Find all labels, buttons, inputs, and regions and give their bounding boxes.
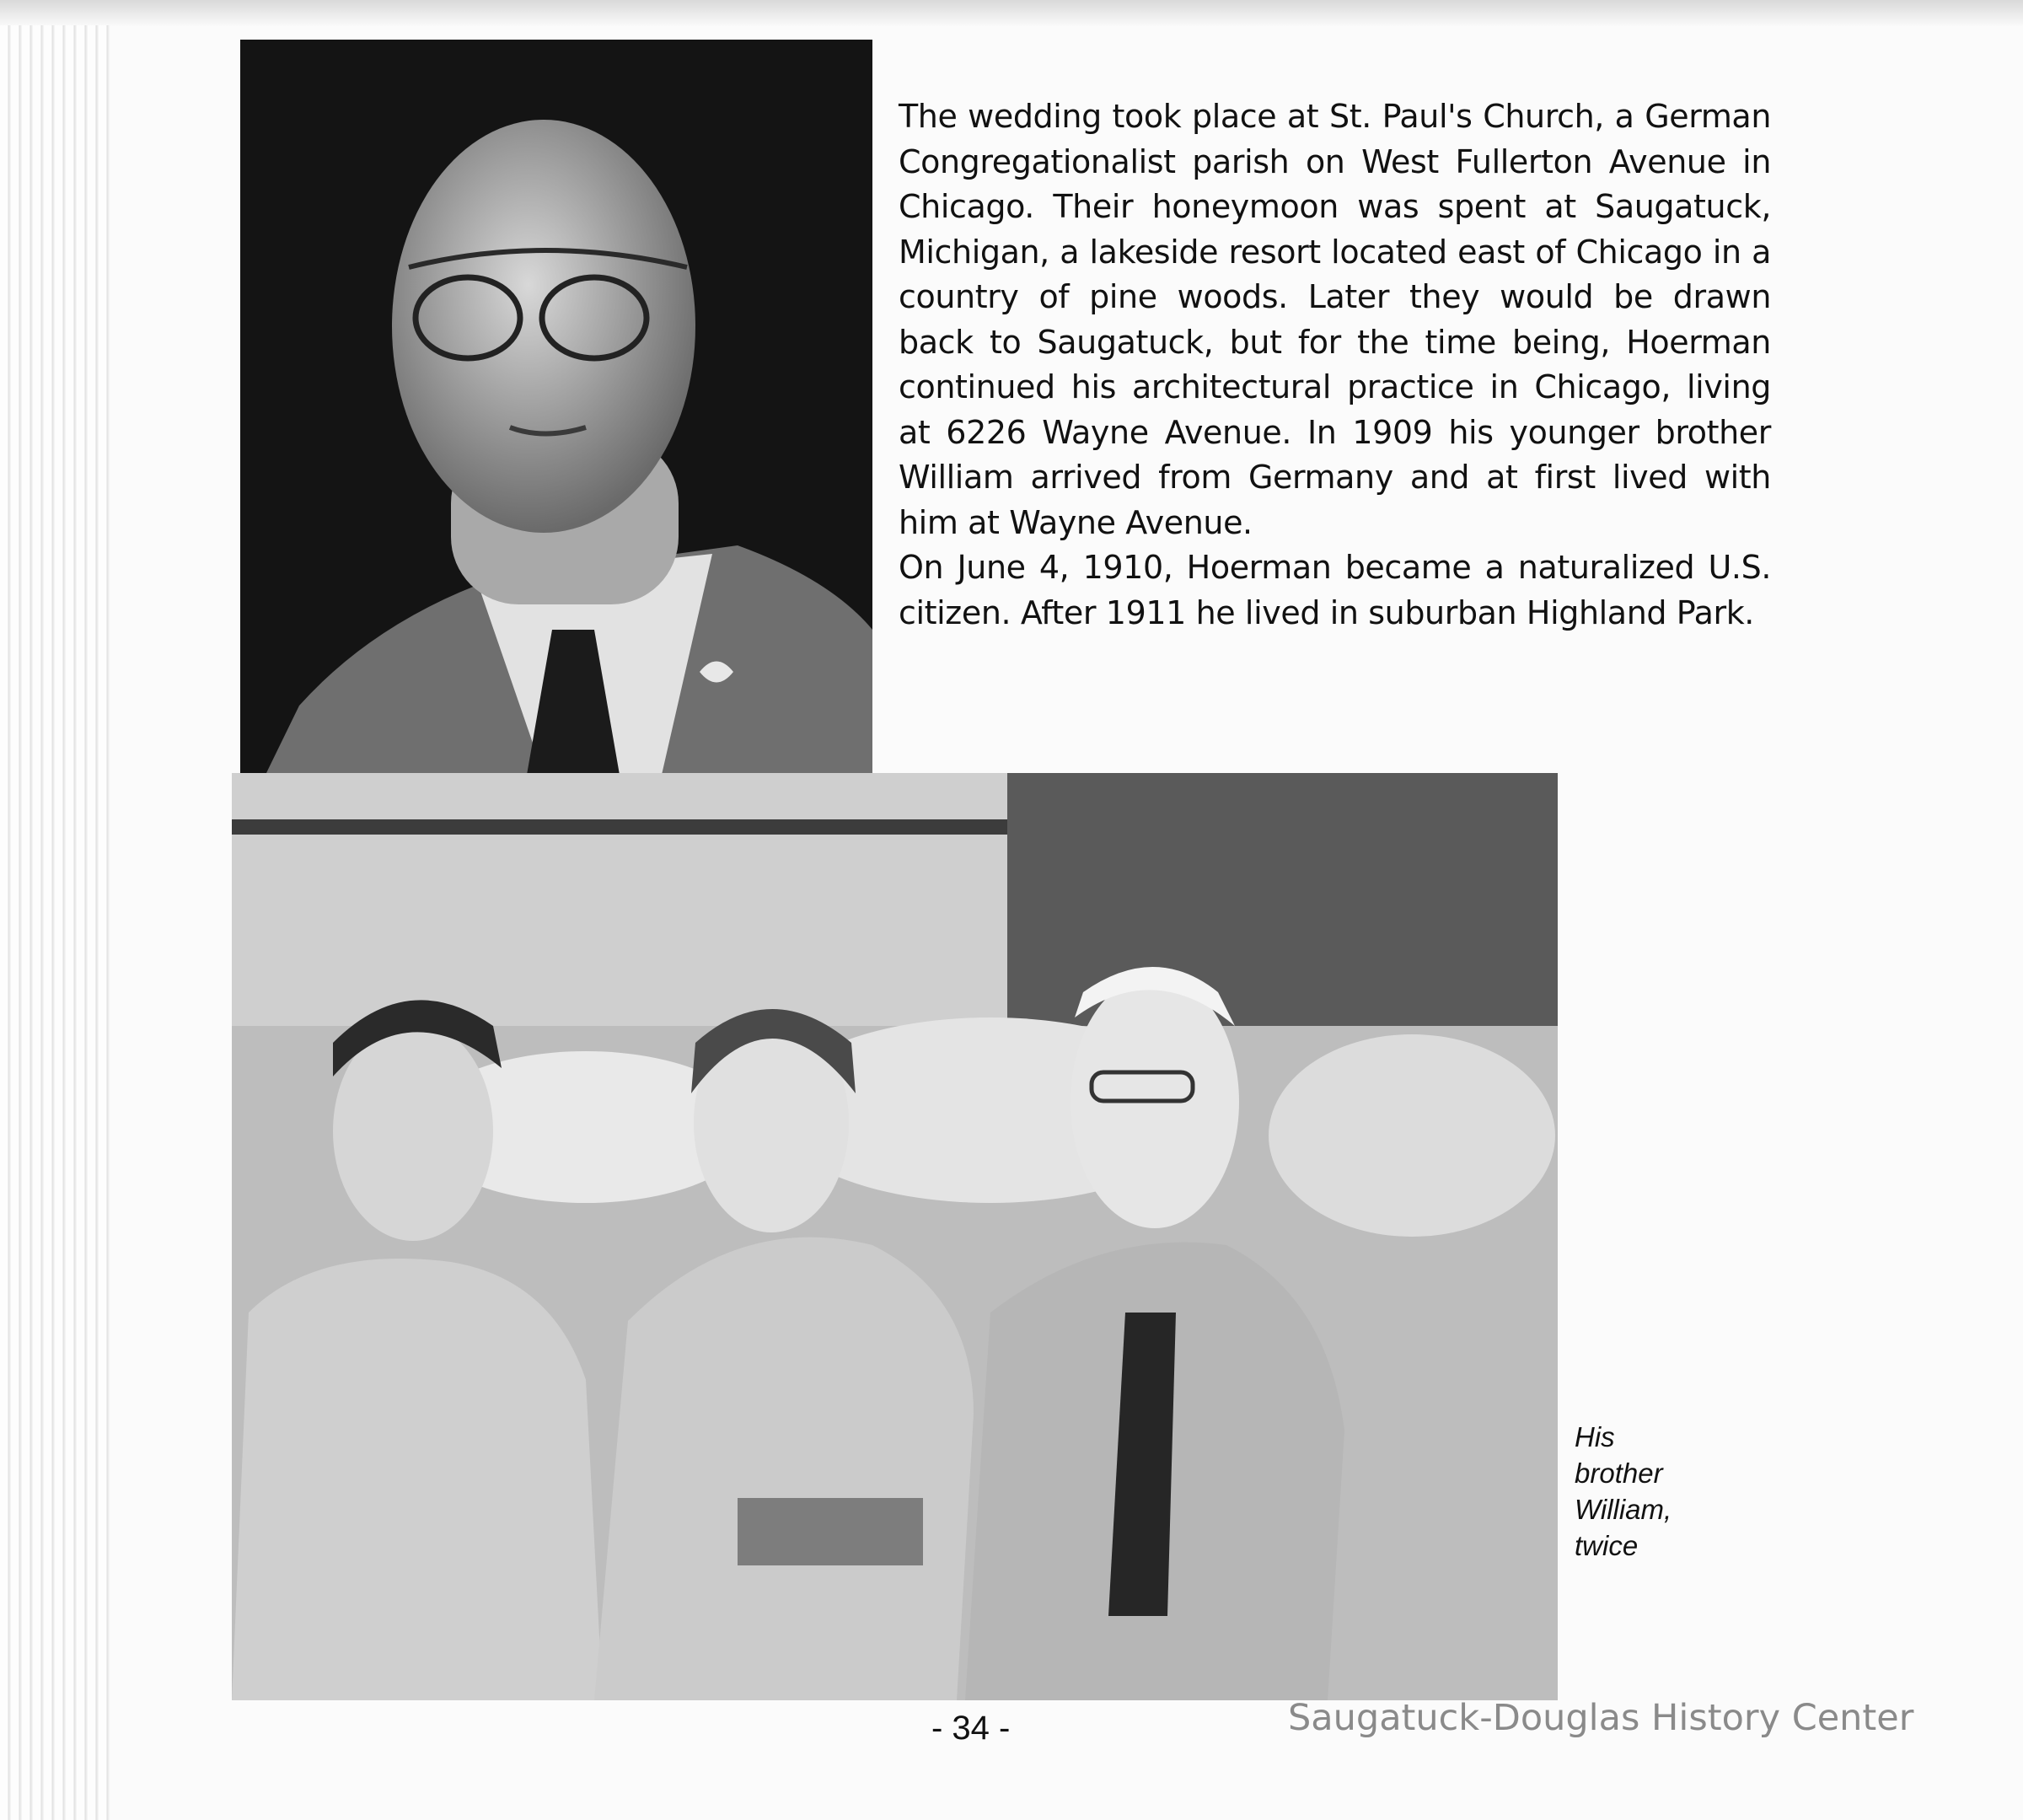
- article-body-text: [899, 94, 1771, 636]
- article-paragraph: On June 4, 1910, Hoerman became a naturalized U.S. citizen. After 1911 he lived in suburban Highland Park.: [899, 549, 1771, 631]
- book-page-edges: [0, 25, 110, 1820]
- page-number: - 34 -: [931, 1710, 1011, 1747]
- page-top-shadow: [0, 0, 2023, 27]
- portrait-photo-william: [240, 40, 872, 775]
- caption-line: brother: [1575, 1458, 1663, 1489]
- group-photo-william-family: [232, 773, 1558, 1700]
- article-paragraph: The wedding took place at St. Paul's Church, a German Congregationalist parish on West Fullerton Avenue in Chicago. Their honeymoon was spent at Saugatuck, Michigan, a lakeside resort located east of Chicago in a country of pine woods. Later they would be drawn back to Saugatuck, but for the time being, Hoerman continued his architectural practice in Chicago, living at 6226 Wayne Avenue. In 1909 his younger brother William arrived from Germany and at first lived with him at Wayne Avenue.: [899, 98, 1771, 541]
- caption-line: twice: [1575, 1530, 1639, 1561]
- watermark-text: Saugatuck-Douglas History Center: [1288, 1697, 1914, 1739]
- caption-line: William,: [1575, 1494, 1672, 1525]
- caption-line: His: [1575, 1421, 1615, 1452]
- photo-caption: [1575, 1419, 1709, 1564]
